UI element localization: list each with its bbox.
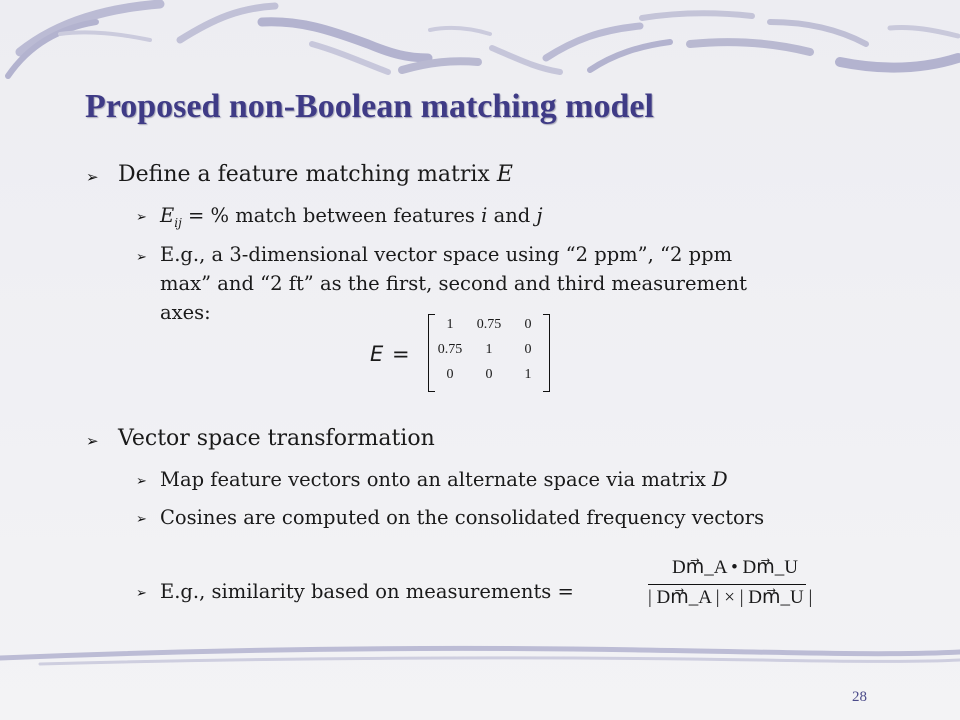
arrow-bullet-icon: ➢ xyxy=(86,432,99,450)
example-line-2: max” and “2 ft” as the first, second and third measurement xyxy=(160,272,747,295)
sub-bullet-eij xyxy=(160,204,543,230)
arrow-bullet-icon: ➢ xyxy=(136,512,147,527)
arrow-bullet-icon: ➢ xyxy=(136,586,147,601)
sub-bullet-map-feature-vectors xyxy=(160,468,728,491)
bullet-vector-space-transformation: Vector space transformation xyxy=(118,426,435,451)
matrix-cell: 1 xyxy=(485,342,493,357)
equation-equals: = xyxy=(392,342,410,366)
slide-title: Proposed non-Boolean matching model xyxy=(85,88,654,125)
example-line-3: axes: xyxy=(160,301,211,324)
arrow-bullet-icon: ➢ xyxy=(136,474,147,489)
matrix-cell: 0 xyxy=(446,367,454,382)
and-text: and xyxy=(487,204,537,227)
matrix-cell: 0 xyxy=(485,367,493,382)
sub-bullet-cosines: Cosines are computed on the consolidated frequency vectors xyxy=(160,506,765,529)
j-symbol: j xyxy=(536,204,543,227)
matrix-cell: 0 xyxy=(524,317,532,332)
matching-matrix xyxy=(428,314,550,390)
example-line-1: E.g., a 3-dimensional vector space using “2 ppm”, “2 ppm xyxy=(160,243,733,266)
eij-symbol: E xyxy=(160,204,175,227)
eij-subscript: ij xyxy=(174,215,182,230)
matrix-cell: 0.75 xyxy=(437,342,463,357)
matrix-cell: 1 xyxy=(446,317,454,332)
matrix-cell: 1 xyxy=(524,367,532,382)
arrow-bullet-icon: ➢ xyxy=(136,210,147,225)
formula-denominator: | Dm⃗_A | × | Dm⃗_U | xyxy=(648,587,813,608)
formula-numerator: Dm⃗_A • Dm⃗_U xyxy=(672,557,799,578)
bullet-define-matrix xyxy=(118,162,513,187)
fraction-bar xyxy=(648,584,806,585)
map-text: Map feature vectors onto an alternate space via matrix xyxy=(160,468,713,491)
arrow-bullet-icon: ➢ xyxy=(136,250,147,265)
i-symbol: i xyxy=(481,204,488,227)
arrow-bullet-icon: ➢ xyxy=(86,168,99,186)
matrix-cell: 0.75 xyxy=(476,317,502,332)
equation-lhs: E xyxy=(370,342,384,366)
eij-text: = % match between features xyxy=(181,204,482,227)
matrix-symbol: E xyxy=(496,162,513,187)
d-symbol: D xyxy=(712,468,728,491)
sub-bullet-similarity: E.g., similarity based on measurements = xyxy=(160,580,574,603)
matrix-cell: 0 xyxy=(524,342,532,357)
bullet-text: Define a feature matching matrix xyxy=(118,162,497,187)
page-number: 28 xyxy=(852,689,867,705)
